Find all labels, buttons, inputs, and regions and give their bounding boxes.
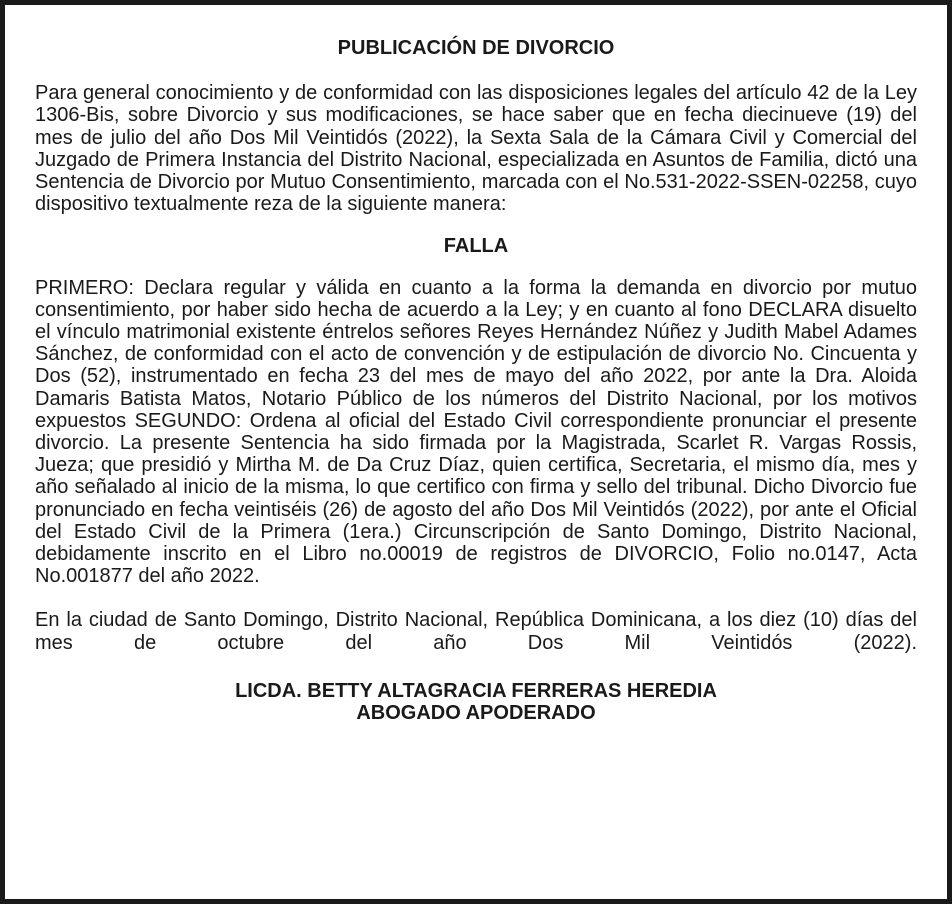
- signatory-name: LICDA. BETTY ALTAGRACIA FERRERAS HEREDIA: [235, 679, 717, 702]
- signatory-role: ABOGADO APODERADO: [356, 701, 596, 724]
- section-title-falla: FALLA: [443, 235, 509, 258]
- ruling-paragraph: PRIMERO: Declara regular y válida en cuanto a la forma la demanda en divorcio por mutuo consentimiento, por haber sido hecha de acuerdo a la Ley; y en cuanto al fono DECLARA disuelto el vínculo matrimonial existente éntrelos señores Reyes Hernández Núñez y Judith Mabel Adames Sánchez, de conformidad con el acto de convención y de estipulación de divorcio No. Cincuenta y Dos (52), instrumentado en fecha 23 del mes de mayo del año 2022, por ante la Dra. Aloida Damaris Batista Matos, Notario Público de los números del Distrito Nacional, por los motivos expuestos SEGUNDO: Ordena al oficial del Estado Civil correspondiente pronunciar el presente divorcio. La presente Sentencia ha sido firmada por la Magistrada, Scarlet R. Vargas Rossis, Jueza; que presidió y Mirtha M. de Da Cruz Díaz, quien certifica, Secretaria, el mismo día, mes y año señalado al inicio de la misma, lo que certifico con firma y sello del tribunal. Dicho Divorcio fue pronunciado en fecha veintiséis (26) de agosto del año Dos Mil Veintidós (2022), por ante el Oficial del Estado Civil de la Primera (1era.) Circunscripción de Santo Domingo, Distrito Nacional, debidamente inscrito en el Libro no.00019 de registros de DIVORCIO, Folio no.0147, Acta No.001877 del año 2022.: [35, 276, 917, 588]
- intro-paragraph: Para general conocimiento y de conformidad con las disposiciones legales del artículo 42 de la Ley 1306-Bis, sobre Divorcio y sus modificaciones, se hace saber que en fecha diecinueve (19) del mes de julio del año Dos Mil Veintidós (2022), la Sexta Sala de la Cámara Civil y Comercial del Juzgado de Primera Instancia del Distrito Nacional, especializada en Asuntos de Familia, dictó una Sentencia de Divorcio por Mutuo Consentimiento, marcada con el No.531-2022-SSEN-02258, cuyo dispositivo textualmente reza de la siguiente manera:: [35, 82, 917, 216]
- signature-block: [35, 680, 917, 724]
- notice-title: PUBLICACIÓN DE DIVORCIO: [337, 37, 615, 59]
- dated-paragraph: En la ciudad de Santo Domingo, Distrito Nacional, República Dominicana, a los diez (10) días del mes de octubre del año Dos Mil Veintidós (2022).: [35, 609, 917, 654]
- paragraph-spacer: [35, 587, 917, 609]
